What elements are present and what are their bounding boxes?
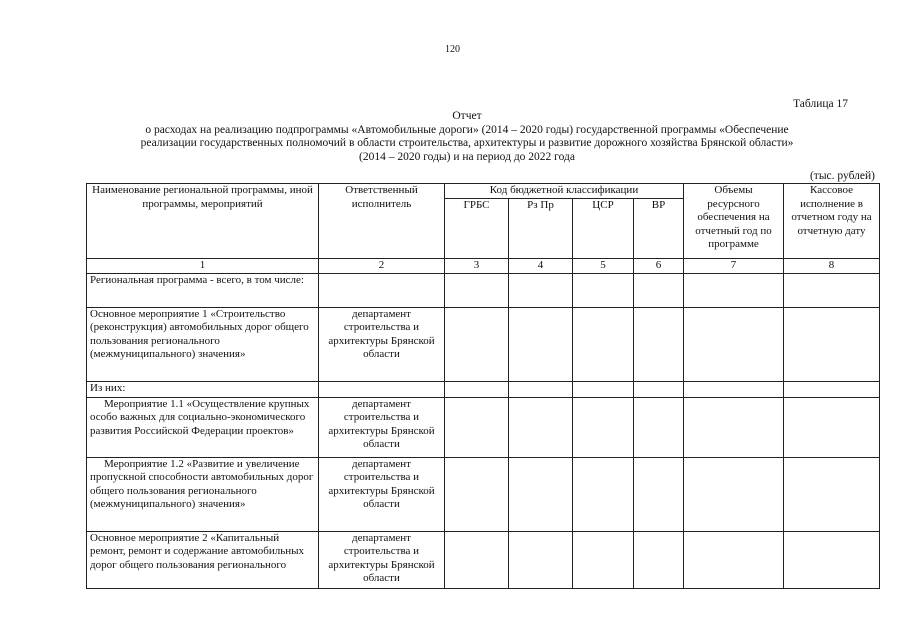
empty-cell [573,381,634,397]
empty-cell [509,531,573,588]
page-number: 120 [445,44,460,55]
empty-cell [684,273,784,307]
units-label: (тыс. рублей) [809,170,875,182]
empty-cell [784,273,880,307]
empty-cell [573,273,634,307]
col-number: 4 [509,258,573,273]
row-executor [319,273,445,307]
empty-cell [573,397,634,457]
col-number: 2 [319,258,445,273]
empty-cell [784,381,880,397]
empty-cell [784,457,880,531]
row-name: Региональная программа - всего, в том числе: [87,273,319,307]
row-name: Из них: [87,381,319,397]
row-executor: департамент строительства и архитектуры Брянской области [319,457,445,531]
empty-cell [634,397,684,457]
col-number: 8 [784,258,880,273]
row-name: Основное мероприятие 2 «Капитальный ремонт, ремонт и содержание автомобильных дорог общего пользования регионального [87,531,319,588]
header-grbs: ГРБС [445,198,509,258]
empty-cell [445,397,509,457]
col-number: 6 [634,258,684,273]
empty-cell [684,307,784,381]
empty-cell [634,381,684,397]
row-name: Мероприятие 1.1 «Осуществление крупных особо важных для социально-экономического развития Российской Федерации проектов» [87,397,319,457]
empty-cell [445,307,509,381]
column-number-row [87,258,880,273]
empty-cell [784,531,880,588]
col-number: 3 [445,258,509,273]
empty-cell [634,457,684,531]
table-row [87,273,880,307]
row-executor: департамент строительства и архитектуры Брянской области [319,531,445,588]
table-row [87,457,880,531]
header-name: Наименование региональной программы, иной программы, мероприятий [87,184,319,259]
title-line: реализации государственных полномочий в области строительства, архитектуры и развитие дорожного хозяйства Брянской области» [140,137,794,149]
report-title [86,110,848,164]
header-rzpr: Рз Пр [509,198,573,258]
empty-cell [509,457,573,531]
empty-cell [634,531,684,588]
empty-cell [509,381,573,397]
title-line: Отчет [452,110,482,122]
empty-cell [684,457,784,531]
row-executor [319,381,445,397]
empty-cell [784,307,880,381]
header-vr: ВР [634,198,684,258]
header-cash: Кассовое исполнение в отчетном году на отчетную дату [784,184,880,259]
empty-cell [634,273,684,307]
empty-cell [445,273,509,307]
row-name: Мероприятие 1.2 «Развитие и увеличение пропускной способности автомобильных дорог общего пользования регионального (межмуниципального) значения» [87,457,319,531]
empty-cell [784,397,880,457]
empty-cell [573,457,634,531]
table-row [87,397,880,457]
table-row [87,531,880,588]
empty-cell [445,457,509,531]
empty-cell [509,397,573,457]
empty-cell [445,531,509,588]
empty-cell [509,307,573,381]
empty-cell [634,307,684,381]
empty-cell [509,273,573,307]
col-number: 1 [87,258,319,273]
empty-cell [684,397,784,457]
empty-cell [684,531,784,588]
row-executor: департамент строительства и архитектуры Брянской области [319,397,445,457]
col-number: 5 [573,258,634,273]
title-line: (2014 – 2020 годы) и на период до 2022 года [359,150,575,163]
table-row [87,307,880,381]
row-name: Основное мероприятие 1 «Строительство (реконструкция) автомобильных дорог общего пользования регионального (межмуниципального) значения» [87,307,319,381]
empty-cell [445,381,509,397]
header-executor: Ответственный исполнитель [319,184,445,259]
title-line: о расходах на реализацию подпрограммы «Автомобильные дороги» (2014 – 2020 годы) государственной программы «Обеспечение [145,123,789,136]
header-volume: Объемы ресурсного обеспечения на отчетный год по программе [684,184,784,259]
row-executor: департамент строительства и архитектуры Брянской области [319,307,445,381]
empty-cell [573,307,634,381]
table-row [87,381,880,397]
empty-cell [684,381,784,397]
col-number: 7 [684,258,784,273]
report-table [86,183,880,589]
header-budget-code: Код бюджетной классификации [445,184,684,199]
table-label: Таблица 17 [793,98,848,110]
empty-cell [573,531,634,588]
header-csr: ЦСР [573,198,634,258]
